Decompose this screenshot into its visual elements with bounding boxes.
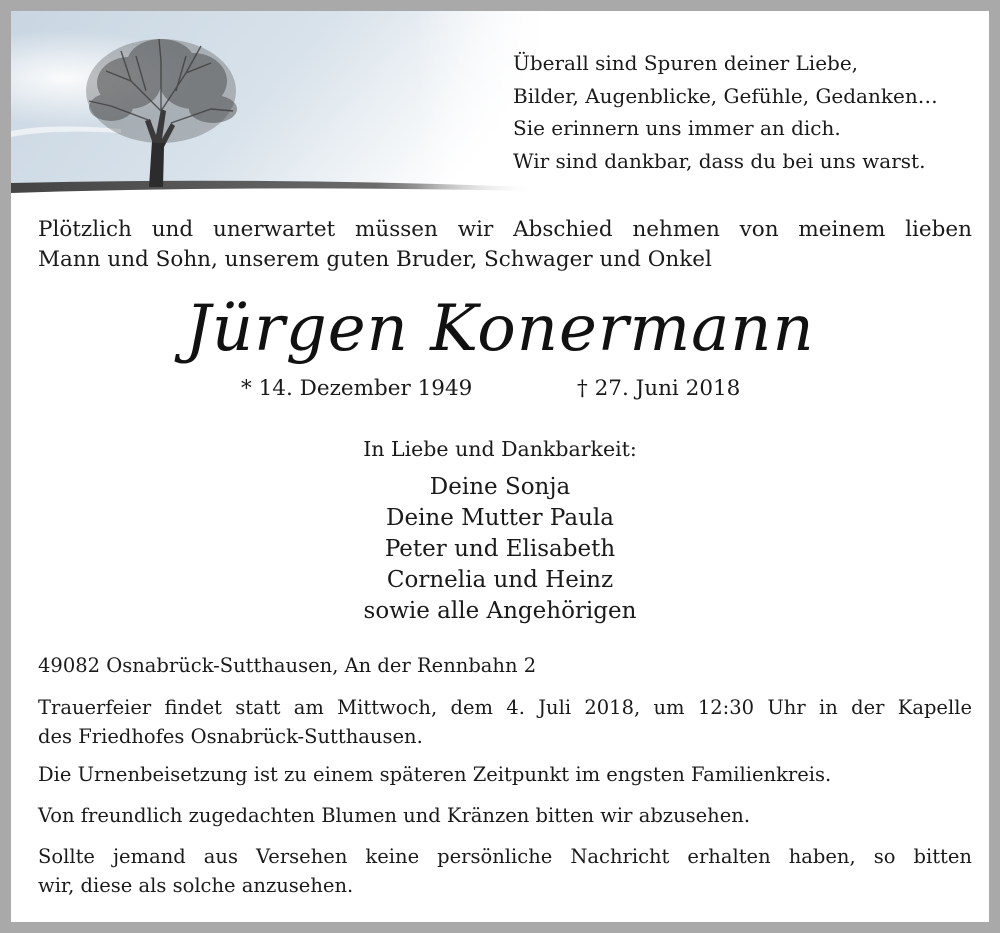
poem-line: Überall sind Spuren deiner Liebe,: [513, 51, 859, 75]
signer: Deine Sonja: [429, 474, 571, 500]
poem-line: Wir sind dankbar, dass du bei uns warst.: [513, 148, 926, 173]
signer: Deine Mutter Paula: [386, 505, 614, 531]
notice-paragraph: [38, 843, 972, 900]
obituary-card: [11, 11, 989, 922]
flowers-paragraph: Von freundlich zugedachten Blumen und Kränzen bitten wir abzusehen.: [38, 804, 751, 827]
intro-text: [38, 215, 972, 275]
signer: sowie alle Angehörigen: [363, 598, 637, 624]
intro-line: Mann und Sohn, unserem guten Bruder, Schwager und Onkel: [38, 247, 712, 272]
signers-list: [11, 472, 989, 627]
funeral-paragraph: [38, 694, 972, 751]
address: 49082 Osnabrück-Sutthausen, An der Rennbahn 2: [38, 654, 537, 677]
paragraph-line: Trauerfeier findet statt am Mittwoch, dem 4. Juli 2018, um 12:30 Uhr in der Kapelle: [38, 696, 972, 719]
paragraph-line: des Friedhofes Osnabrück-Sutthausen.: [38, 724, 423, 748]
paragraph-line: Sollte jemand aus Versehen keine persönliche Nachricht erhalten haben, so bitten: [38, 845, 972, 868]
thanks-line: In Liebe und Dankbarkeit:: [363, 437, 637, 461]
intro-line: Plötzlich und unerwartet müssen wir Abschied nehmen von meinem lieben: [38, 217, 972, 242]
signer: Cornelia und Heinz: [386, 567, 614, 593]
paragraph-line: wir, diese als solche anzusehen.: [38, 873, 354, 897]
birth-date: * 14. Dezember 1949: [241, 376, 473, 401]
poem-line: Sie erinnern uns immer an dich.: [513, 116, 841, 140]
tree-landscape-image: [11, 11, 551, 203]
deceased-name: Jürgen Konermann: [185, 292, 815, 366]
signer: Peter und Elisabeth: [384, 536, 616, 562]
poem-line: Bilder, Augenblicke, Gefühle, Gedanken…: [513, 83, 938, 108]
death-date: † 27. Juni 2018: [577, 376, 741, 401]
urn-paragraph: Die Urnenbeisetzung ist zu einem späteren Zeitpunkt im engsten Familienkreis.: [38, 763, 832, 786]
poem-verse: [513, 47, 938, 177]
